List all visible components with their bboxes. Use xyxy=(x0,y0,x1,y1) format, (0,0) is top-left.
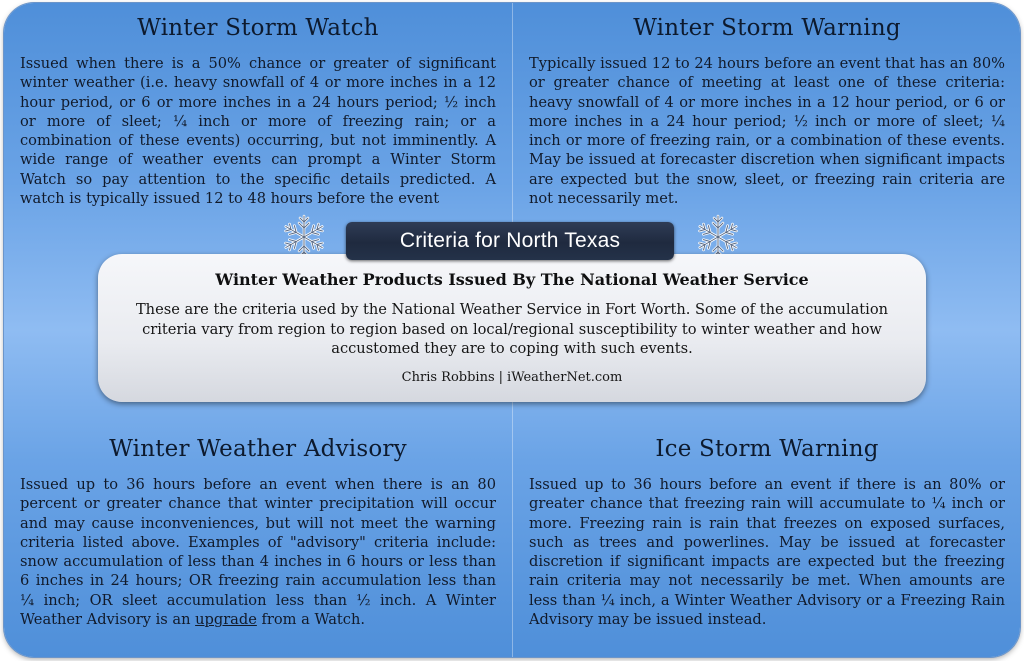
winter-storm-watch-title: Winter Storm Watch xyxy=(137,15,379,41)
criteria-banner xyxy=(346,222,674,260)
center-info-panel xyxy=(98,254,926,402)
ice-storm-warning-title: Ice Storm Warning xyxy=(655,436,879,462)
advisory-text-part: Issued up to 36 hours before an event when there is an 80 percent or greater chance that winter precipitation will occur and may cause inconveniences, but will not meet the warning criteria listed above. Examples of "advisory" criteria include: snow accumulation of less than 4 inches in 6 hours or less than 6 inches in 24 hours; OR freezing rain accumulation less than ¼ inch; OR sleet accumulation less than ½ inch. A Winter Weather Advisory is an xyxy=(20,476,496,629)
credit-separator: | xyxy=(498,370,504,385)
advisory-text-end: from a Watch. xyxy=(256,611,366,629)
center-panel-text: These are the criteria used by the National Weather Service in Fort Worth. Some of the accumulation criteria vary from region to region based on local/regional susceptibility to winter weather and how accustomed they are to coping with such events. xyxy=(135,301,889,358)
site-name: iWeatherNet.com xyxy=(507,370,623,385)
center-panel-title: Winter Weather Products Issued By The National Weather Service xyxy=(215,270,809,289)
winter-storm-watch-text: Issued when there is a 50% chance or greater of significant winter weather (i.e. heavy snowfall of 4 or more inches in a 12 hour period, or 6 or more inches in a 24 hours period; ½ inch or more of sleet; ¼ inch or more of freezing rain; or a combination of these events) occurring, but not imminently. A wide range of weather events can prompt a Winter Storm Watch so pay attention to the specific details predicted. A watch is typically issued 12 to 48 hours before the event xyxy=(20,55,496,208)
advisory-underlined-word: upgrade xyxy=(195,611,257,629)
credit-line xyxy=(98,370,926,385)
ice-storm-warning-text: Issued up to 36 hours before an event if there is an 80% or greater chance that freezing rain will accumulate to ¼ inch or more. Freezing rain is rain that freezes on exposed surfaces, such as trees and powerlines. May be issued at forecaster discretion if significant impacts are expected but the freezing rain criteria may not necessarily be met. When amounts are less than ¼ inch, a Winter Weather Advisory or a Freezing Rain Advisory may be issued instead. xyxy=(529,476,1005,629)
winter-weather-advisory-text xyxy=(20,475,496,629)
winter-weather-advisory-title: Winter Weather Advisory xyxy=(109,436,407,462)
winter-storm-warning-text: Typically issued 12 to 24 hours before an event that has an 80% or greater chance of meeting at least one of these criteria: heavy snowfall of 4 or more inches in a 12 hour period, or 6 or more inches in a 24 hour period; ½ inch or more of sleet; ¼ inch or more of freezing rain, or a combination of these events. May be issued at forecaster discretion when significant impacts are expected but the snow, sleet, or freezing rain criteria are not necessarily met. xyxy=(529,55,1005,208)
author-name: Chris Robbins xyxy=(401,370,495,385)
criteria-banner-label: Criteria for North Texas xyxy=(399,229,621,252)
winter-storm-warning-title: Winter Storm Warning xyxy=(633,15,901,41)
